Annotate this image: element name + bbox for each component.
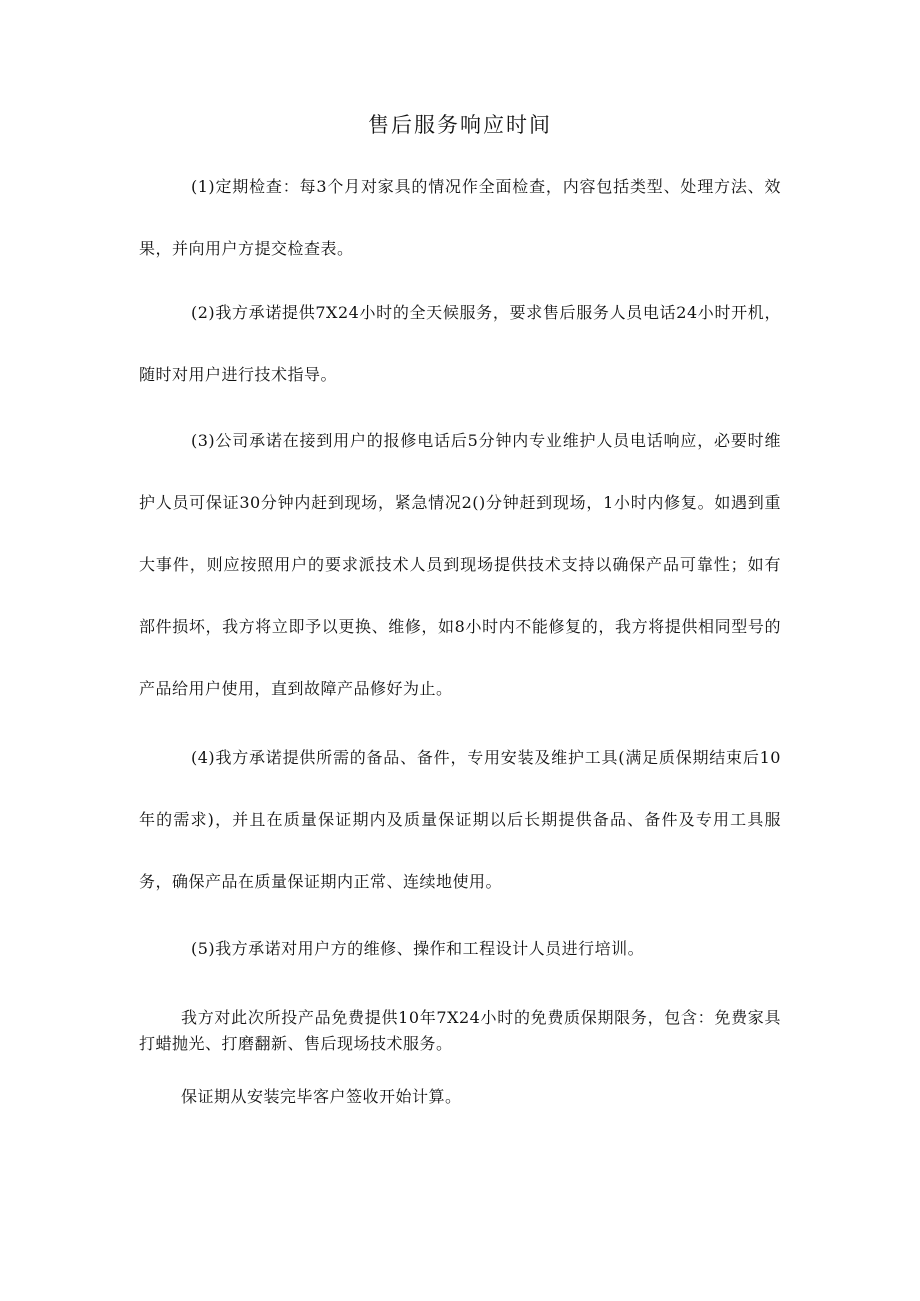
paragraph-training: (5)我方承诺对用户方的维修、操作和工程设计人员进行培训。 [191, 939, 645, 958]
paragraph-free-warranty: 我方对此次所投产品免费提供10年7X24小时的免费质保期限务，包含：免费家具打蜡抛光、打磨翻新、售后现场技术服务。 [139, 1008, 781, 1053]
document-title: 售后服务响应时间 [368, 113, 552, 137]
paragraph-response-commitment: (3)公司承诺在接到用户的报修电话后5分钟内专业维护人员电话响应，必要时维护人员可保证30分钟内赶到现场，紧急情况2()分钟赶到现场，1小时内修复。如遇到重大事件，则应按照用户的要求派技术人员到现场提供技术支持以确保产品可靠性；如有部件损坏，我方将立即予以更换、维修，如8小时内不能修复的，我方将提供相同型号的产品给用户使用，直到故障产品修好为止。 [139, 431, 781, 698]
paragraph-warranty-start: 保证期从安装完毕客户签收开始计算。 [181, 1087, 462, 1106]
paragraph-spare-parts: (4)我方承诺提供所需的备品、备件，专用安装及维护工具(满足质保期结束后10年的需求)，并且在质量保证期内及质量保证期以后长期提供备品、备件及专用工具服务，确保产品在质量保证期内正常、连续地使用。 [139, 748, 781, 891]
paragraph-24h-service: (2)我方承诺提供7X24小时的全天候服务，要求售后服务人员电话24小时开机，随时对用户进行技术指导。 [139, 303, 781, 384]
paragraph-regular-inspection: (1)定期检查：每3个月对家具的情况作全面检查，内容包括类型、处理方法、效果，并向用户方提交检查表。 [139, 177, 781, 258]
